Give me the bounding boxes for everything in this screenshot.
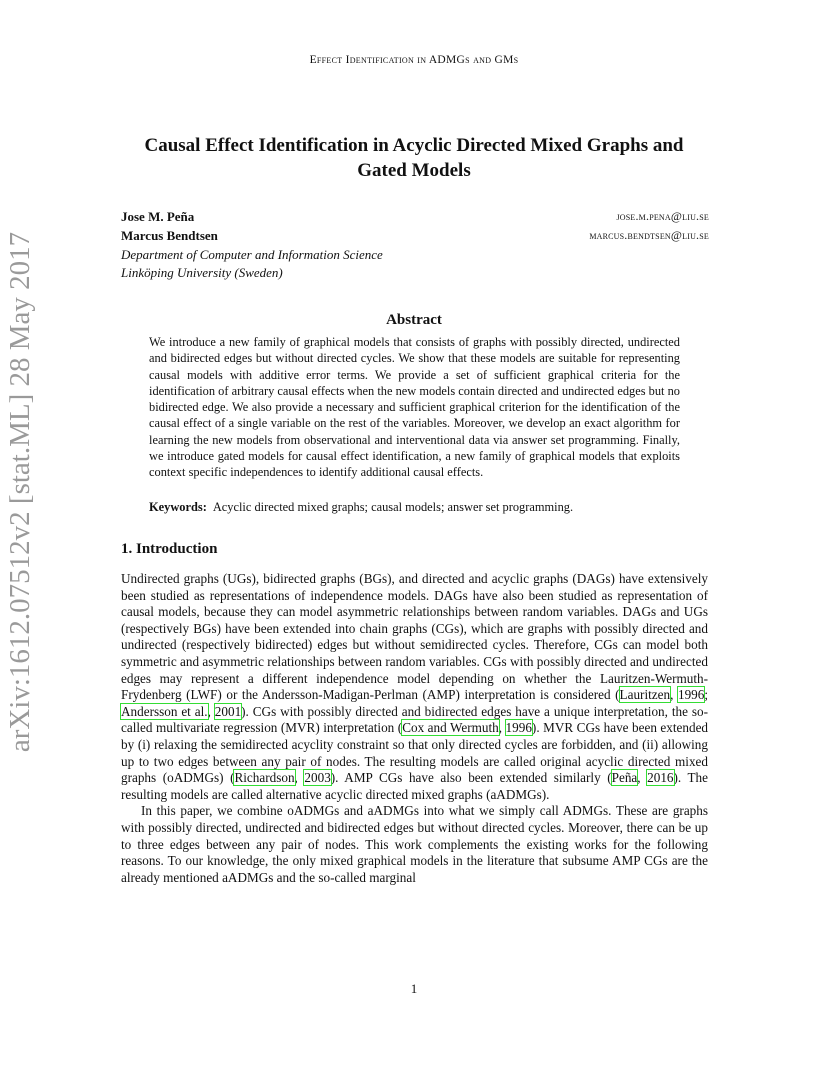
keywords-label: Keywords: (149, 500, 207, 514)
citation-cox-wermuth-year[interactable]: 1996 (505, 720, 532, 736)
abstract-heading: Abstract (386, 312, 442, 328)
paper-title-line-2: Gated Models (357, 160, 471, 181)
citation-pena-year[interactable]: 2016 (647, 770, 674, 786)
author-1-email: jose.m.pena@liu.se (616, 209, 709, 223)
para-text: ). CGs with possibly directed and bidirected edges have a unique interpretation, the so-called multivariate regression (MVR) interpretation ( (121, 703, 708, 736)
para-text: ). AMP CGs have also been extended similarly ( (330, 770, 612, 786)
citation-lauritzen-year[interactable]: 1996 (677, 687, 705, 703)
citation-lauritzen-author[interactable]: Lauritzen (619, 687, 671, 703)
introduction-paragraph-2: In this paper, we combine oADMGs and aADMGs into what we simply call ADMGs. These are graphs with possibly directed, undirected and bidirected edges but without directed cycles. Moreover, there can be up to three edges between any pair of nodes. This work complements the existing works for the following reasons. To our knowledge, the only mixed graphical models in the literature that subsume AMP CGs are the already mentioned aADMGs and the so-called marginal (121, 803, 708, 885)
running-head: Effect Identification in ADMGs and GMs (309, 54, 519, 66)
author-1-name: Jose M. Peña (121, 209, 195, 224)
citation-andersson-author[interactable]: Andersson et al. (121, 703, 208, 719)
introduction-body (121, 571, 708, 886)
arxiv-identifier-stamp: arXiv:1612.07512v2 [stat.ML] 28 May 2017 (4, 231, 36, 753)
para-text: ). The resulting models are called alternative acyclic directed mixed graphs (aADMGs). (121, 770, 709, 802)
section-heading-introduction: 1. Introduction (121, 541, 218, 557)
para-text: Undirected graphs (UGs), bidirected graphs (BGs), and directed and acyclic graphs (DAGs) have extensively been studied as representations of independence models. DAGs have also been studied as representation of causal models, because they can model asymmetric relationships between random variables. DAGs and UGs (respectively BGs) have been extended into chain graphs (CGs), which are graphs with possibly directed and undirected (respectively bidirected) edges but without semidirected cycles. Therefore, CGs can model both symmetric and asymmetric relationships between random variables. CGs with possibly directed and undirected edges may represent a different independence model depending on whether the Lauritzen-Wermuth-Frydenberg (LWF) or the Andersson-Madigan-Perlman (AMP) interpretation is considered ( (121, 571, 708, 703)
author-1 (121, 209, 709, 225)
para-text: ; (704, 687, 709, 703)
para-text: , (294, 770, 305, 786)
para-text: , (637, 770, 648, 786)
citation-andersson-year[interactable]: 2001 (214, 703, 242, 719)
para-text: , (207, 703, 215, 719)
paper-title (100, 133, 728, 183)
citation-cox-wermuth-author[interactable]: Cox and Wermuth (402, 720, 499, 736)
author-2 (121, 228, 709, 244)
keywords-text: Acyclic directed mixed graphs; causal models; answer set programming. (212, 500, 574, 514)
para-text: , (498, 720, 506, 736)
introduction-paragraph-1 (121, 571, 708, 803)
author-2-email: marcus.bendtsen@liu.se (589, 228, 709, 242)
page-number: 1 (410, 981, 418, 996)
affiliation-university: Linköping University (Sweden) (121, 265, 283, 280)
keywords (149, 500, 680, 515)
author-2-name: Marcus Bendtsen (121, 228, 218, 243)
affiliation-department: Department of Computer and Information Science (121, 247, 383, 262)
para-text: , (670, 687, 678, 703)
citation-richardson-author[interactable]: Richardson (234, 770, 295, 786)
citation-pena-author[interactable]: Peña (611, 770, 638, 786)
paper-title-line-1: Causal Effect Identification in Acyclic Directed Mixed Graphs and (144, 135, 684, 156)
para-text: ). MVR CGs have been extended by (i) relaxing the semidirected acyclity constraint so that only directed cycles are forbidden, and (ii) allowing up to two edges between any pair of nodes. The resulting models are called original acyclic directed mixed graphs (oADMGs) ( (121, 720, 709, 786)
citation-richardson-year[interactable]: 2003 (304, 770, 331, 786)
abstract-text: We introduce a new family of graphical models that consists of graphs with possibly directed, undirected and bidirected edges but without directed cycles. We show that these models are suitable for representing causal models with additive error terms. We provide a set of sufficient graphical criteria for the identification of arbitrary causal effects when the new models contain directed and undirected edges but no bidirected edge. We also provide a necessary and sufficient graphical criterion for the identification of the causal effect of a single variable on the rest of the variables. Moreover, we develop an exact algorithm for learning the new models from observational and interventional data via answer set programming. Finally, we introduce gated models for causal effect identification, a new family of graphical models that exploits context specific independences to identify additional causal effects. (149, 335, 680, 480)
